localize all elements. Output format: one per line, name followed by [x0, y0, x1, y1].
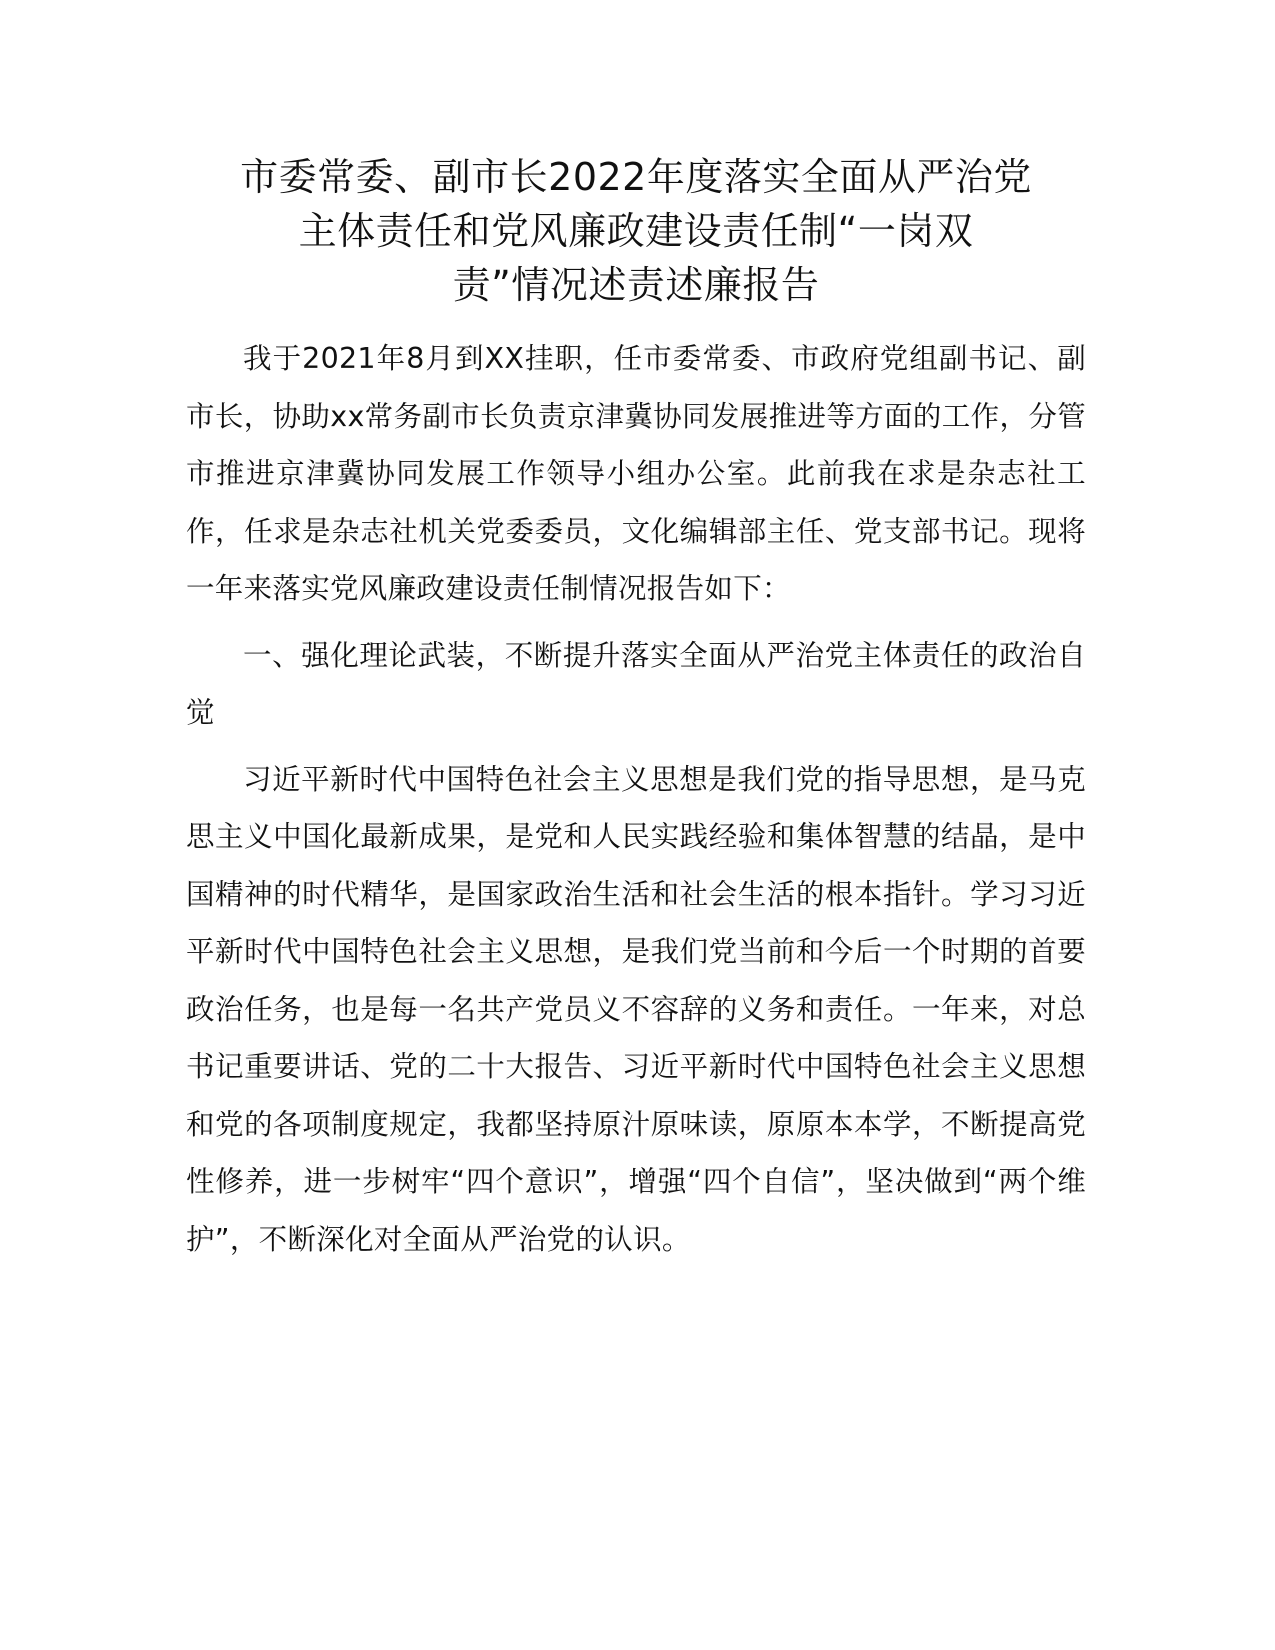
section-heading-1: 一、强化理论武装，不断提升落实全面从严治党主体责任的政治自觉 [186, 638, 1086, 729]
document-title [186, 150, 1086, 312]
body-paragraph: 习近平新时代中国特色社会主义思想是我们党的指导思想，是马克思主义中国化最新成果，是党和人民实践经验和集体智慧的结晶，是中国精神的时代精华，是国家政治生活和社会生活的根本指针。学习习近平新时代中国特色社会主义思想，是我们党当前和今后一个时期的首要政治任务，也是每一名共产党员义不容辞的义务和责任。一年来，对总书记重要讲话、党的二十大报告、习近平新时代中国特色社会主义思想和党的各项制度规定，我都坚持原汁原味读，原原本本学，不断提高党性修养，进一步树牢“四个意识”，增强“四个自信”，坚决做到“两个维护”，不断深化对全面从严治党的认识。 [186, 762, 1086, 1256]
title-line-2: 主体责任和党风廉政建设责任制“一岗双 [298, 209, 974, 253]
document-content [186, 150, 1086, 1277]
intro-paragraph: 我于2021年8月到XX挂职，任市委常委、市政府党组副书记、副市长，协助xx常务副市长负责京津冀协同发展推进等方面的工作，分管市推进京津冀协同发展工作领导小组办公室。此前我在求是杂志社工作，任求是杂志社机关党委委员，文化编辑部主任、党支部书记。现将一年来落实党风廉政建设责任制情况报告如下： [186, 342, 1086, 605]
document-body [186, 330, 1086, 1268]
title-line-3: 责”情况述责述廉报告 [452, 263, 820, 307]
title-line-1: 市委常委、副市长2022年度落实全面从严治党 [240, 155, 1032, 199]
